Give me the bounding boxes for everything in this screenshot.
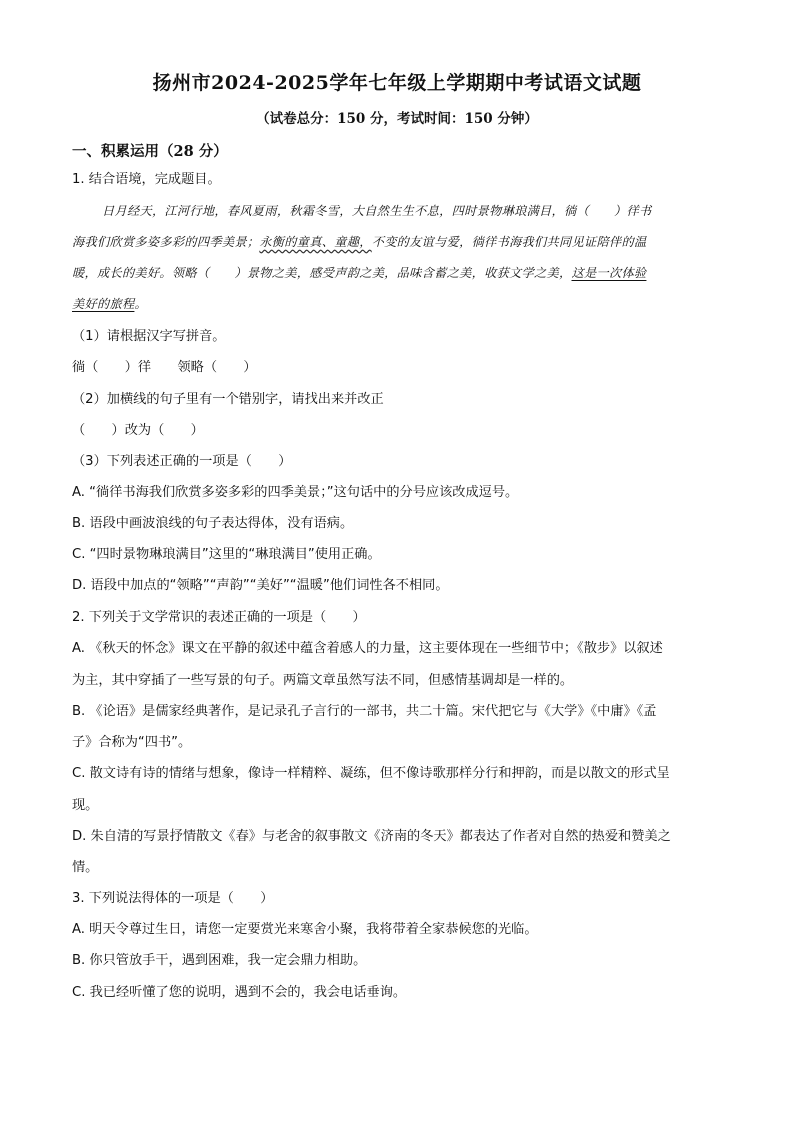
sub-question-3: （3）下列表述正确的一项是（ ） [72, 454, 292, 469]
underlined-sentence: 这是一次体验 [571, 266, 647, 280]
option-b: B. 你只管放手干，遇到困难，我一定会鼎力相助。 [72, 953, 367, 968]
option-d-line-2: 情。 [72, 860, 99, 875]
option-a-line-2: 为主，其中穿插了一些写景的句子。两篇文章虽然写法不同，但感情基调却是一样的。 [72, 673, 574, 688]
option-c-line-2: 现。 [72, 798, 99, 813]
sub-question-2: （2）加横线的句子里有一个错别字，请找出来并改正 [72, 392, 384, 407]
question-3-stem: 3. 下列说法得体的一项是（ ） [72, 891, 274, 906]
exam-info: （试卷总分：150 分，考试时间：150 分钟） [256, 111, 538, 127]
passage-text: 。 [134, 297, 147, 311]
option-c: C. 我已经听懂了您的说明，遇到不会的，我会电话垂询。 [72, 985, 407, 1000]
option-b-line-2: 子》合称为“四书”。 [72, 735, 192, 750]
passage-line-3 [72, 264, 646, 282]
sub-question-1: （1）请根据汉字写拼音。 [72, 329, 226, 344]
passage-line-1: 日月经天，江河行地，春风夏雨，秋霜冬雪，大自然生生不息，四时景物琳琅满目，徜（ ）徉书 [102, 204, 652, 218]
option-d-line-1: D. 朱自清的写景抒情散文《春》与老舍的叙事散文《济南的冬天》都表达了作者对自然的热爱和赞美之 [72, 829, 671, 844]
underlined-sentence: 美好的旅程 [72, 297, 135, 311]
correction-answer-blanks: （ ）改为（ ） [72, 423, 204, 438]
page-title: 扬州市2024-2025学年七年级上学期期中考试语文试题 [152, 72, 642, 94]
passage-text: 不变的友谊与爱，徜徉书海我们共同见证陪伴的温 [371, 235, 647, 249]
passage-line-4 [72, 295, 147, 313]
section-heading: 一、积累运用（28 分） [72, 143, 228, 160]
option-b-line-1: B. 《论语》是儒家经典著作，是记录孔子言行的一部书，共二十篇。宋代把它与《大学》《中庸》《孟 [72, 704, 657, 719]
pinyin-answer-blanks: 徜（ ）徉 领略（ ） [72, 360, 257, 375]
option-a-line-1: A. 《秋天的怀念》课文在平静的叙述中蕴含着感人的力量，这主要体现在一些细节中；《散步》以叙述 [72, 641, 663, 656]
wavy-underlined-text: 永衡的童真、童趣， [259, 235, 372, 249]
passage-text: 暖，成长的美好。领略（ ）景物之美，感受声韵之美，品味含蓄之美，收获文学之美， [72, 266, 572, 280]
question-2-stem: 2. 下列关于文学常识的表述正确的一项是（ ） [72, 610, 366, 625]
passage-line-2 [72, 233, 646, 251]
option-c: C. “四时景物琳琅满目”这里的“琳琅满目”使用正确。 [72, 547, 381, 562]
option-d: D. 语段中加点的“领略”“声韵”“美好”“温暖”他们词性各不相同。 [72, 578, 449, 593]
passage-text: 海我们欣赏多姿多彩的四季美景； [72, 235, 260, 249]
question-1-stem: 1. 结合语境，完成题目。 [72, 172, 221, 187]
option-a: A. “徜徉书海我们欣赏多姿多彩的四季美景；”这句话中的分号应该改成逗号。 [72, 485, 519, 500]
option-c-line-1: C. 散文诗有诗的情绪与想象，像诗一样精粹、凝练，但不像诗歌那样分行和押韵，而是以散文的形式呈 [72, 766, 670, 781]
option-a: A. 明天令尊过生日，请您一定要赏光来寒舍小聚，我将带着全家恭候您的光临。 [72, 922, 538, 937]
option-b: B. 语段中画波浪线的句子表达得体，没有语病。 [72, 516, 354, 531]
